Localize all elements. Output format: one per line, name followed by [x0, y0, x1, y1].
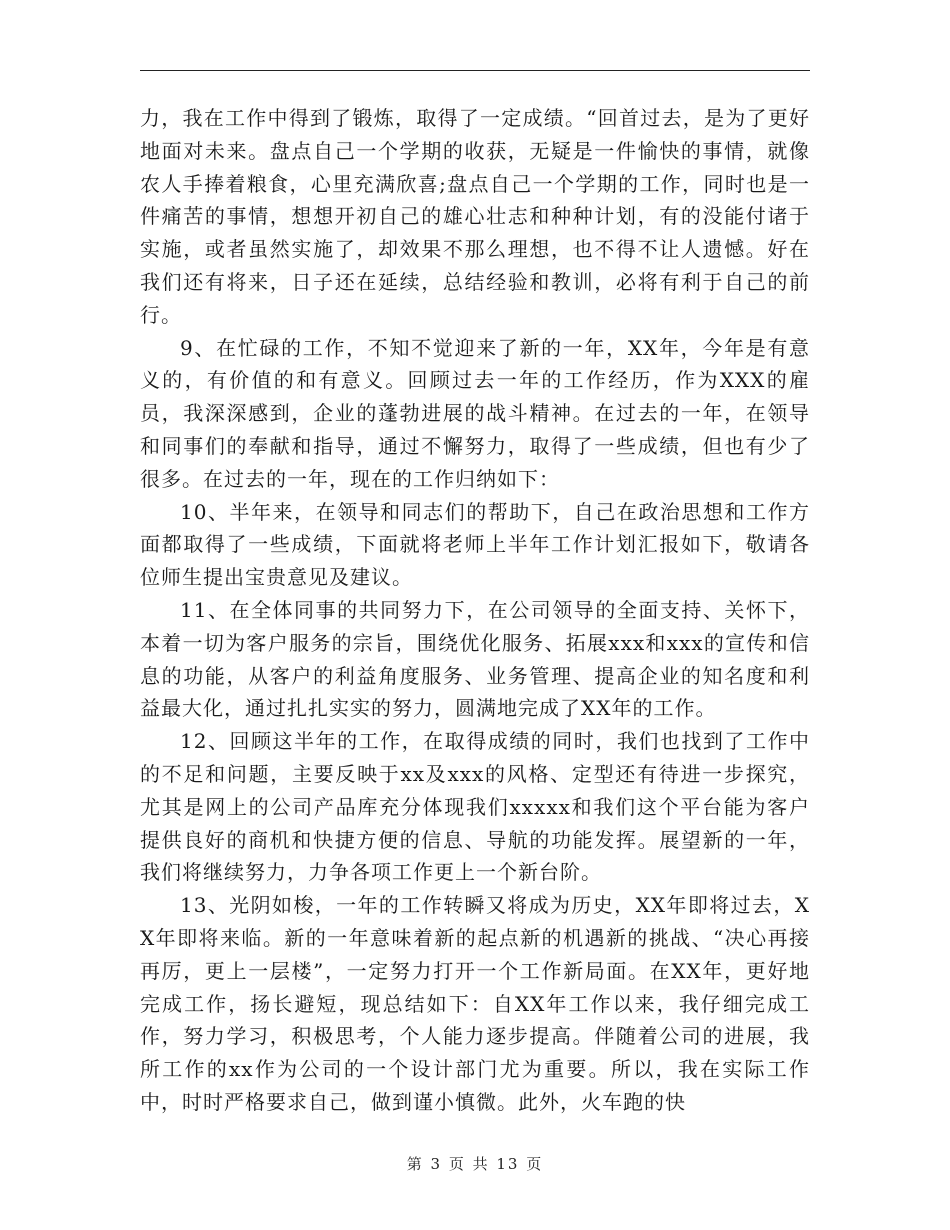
page-number-label: 第 3 页 共 13 页	[406, 1155, 544, 1173]
paragraph-item-11: 11、在全体同事的共同努力下，在公司领导的全面支持、关怀下，本着一切为客户服务的宗旨，围绕优化服务、拓展xxx和xxx的宣传和信息的功能，从客户的利益角度服务、业务管理、提高企业的知名度和利益最大化，通过扎扎实实的努力，圆满地完成了XX年的工作。	[140, 597, 810, 721]
paragraph-item-9: 9、在忙碌的工作，不知不觉迎来了新的一年，XX年，今年是有意义的，有价值的和有意义。回顾过去一年的工作经历，作为XXX的雇员，我深深感到，企业的蓬勃进展的战斗精神。在过去的一年，在领导和同事们的奉献和指导，通过不懈努力，取得了一些成绩，但也有少了很多。在过去的一年，现在的工作归纳如下：	[140, 335, 810, 491]
document-body	[140, 102, 810, 1119]
page-footer	[0, 1153, 950, 1174]
paragraph-item-12: 12、回顾这半年的工作，在取得成绩的同时，我们也找到了工作中的不足和问题，主要反映于xx及xxx的风格、定型还有待进一步探究，尤其是网上的公司产品库充分体现我们xxxxx和我们这个平台能为客户提供良好的商机和快捷方便的信息、导航的功能发挥。展望新的一年，我们将继续努力，力争各项工作更上一个新台阶。	[140, 729, 810, 885]
paragraph-item-10: 10、半年来，在领导和同志们的帮助下，自己在政治思想和工作方面都取得了一些成绩，下面就将老师上半年工作计划汇报如下，敬请各位师生提出宝贵意见及建议。	[140, 499, 810, 590]
paragraph-continuation: 力，我在工作中得到了锻炼，取得了一定成绩。“回首过去，是为了更好地面对未来。盘点自己一个学期的收获，无疑是一件愉快的事情，就像农人手捧着粮食，心里充满欣喜;盘点自己一个学期的工作，同时也是一件痛苦的事情，想想开初自己的雄心壮志和种种计划，有的没能付诸于实施，或者虽然实施了，却效果不那么理想，也不得不让人遗憾。好在我们还有将来，日子还在延续，总结经验和教训，必将有利于自己的前行。	[140, 106, 810, 327]
paragraph-item-13: 13、光阴如梭，一年的工作转瞬又将成为历史，XX年即将过去，XX年即将来临。新的一年意味着新的起点新的机遇新的挑战、“决心再接再厉，更上一层楼”，一定努力打开一个工作新局面。在XX年，更好地完成工作，扬长避短，现总结如下：自XX年工作以来，我仔细完成工作，努力学习，积极思考，个人能力逐步提高。伴随着公司的进展，我所工作的xx作为公司的一个设计部门尤为重要。所以，我在实际工作中，时时严格要求自己，做到谨小慎微。此外，火车跑的快	[140, 893, 810, 1114]
header-rule	[140, 70, 810, 71]
